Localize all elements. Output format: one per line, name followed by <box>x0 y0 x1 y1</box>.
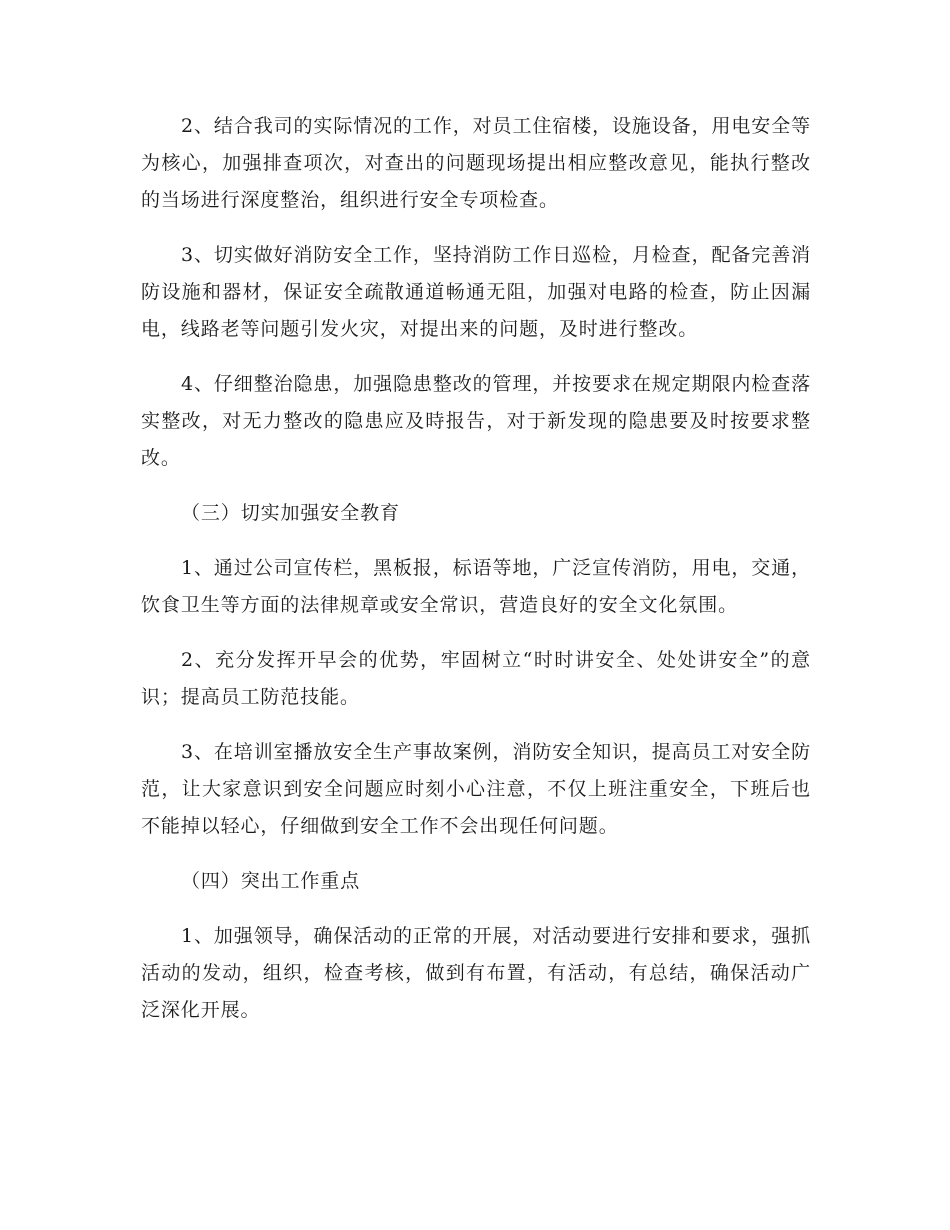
paragraph-item-4-hazards: 4、仔细整治隐患，加强隐患整改的管理，并按要求在规定期限内检查落实整改，对无力整改的隐患应及時报告，对于新发现的隐患要及时按要求整改。 <box>141 373 811 469</box>
section-heading-education: （三）切实加强安全教育 <box>181 502 400 524</box>
paragraph-item-1-publicity: 1、通过公司宣传栏，黑板报，标语等地，广泛宣传消防，用电，交通，饮食卫生等方面的法律规章或安全常识，营造良好的安全文化氛围。 <box>141 557 811 616</box>
paragraph-item-2-morning-meeting: 2、充分发挥开早会的优势，牢固树立“时时讲安全、处处讲安全”的意识；提高员工防范技能。 <box>141 649 811 708</box>
paragraph-item-3-training: 3、在培训室播放安全生产事故案例，消防安全知识，提高员工对安全防范，让大家意识到安全问题应时刻小心注意，不仅上班注重安全，下班后也不能掉以轻心，仔细做到安全工作不会出现任何问题。 <box>141 741 811 837</box>
paragraph-item-3-fire-safety: 3、切实做好消防安全工作，坚持消防工作日巡检，月检查，配备完善消防设施和器材，保证安全疏散通道畅通无阻，加强对电路的检查，防止因漏电，线路老等问题引发火灾，对提出来的问题，及时进行整改。 <box>141 244 811 340</box>
section-heading-focus: （四）突出工作重点 <box>181 870 361 892</box>
paragraph-item-1-leadership: 1、加强领导，确保活动的正常的开展，对活动要进行安排和要求，强抓活动的发动，组织，检查考核，做到有布置，有活动，有总结，确保活动广泛深化开展。 <box>141 925 811 1021</box>
document-body <box>141 108 811 1047</box>
paragraph-item-2-inspection: 2、结合我司的实际情况的工作，对员工住宿楼，设施设备，用电安全等为核心，加强排查项次，对查出的问题现场提出相应整改意见，能执行整改的当场进行深度整治，组织进行安全专项检查。 <box>141 115 811 211</box>
